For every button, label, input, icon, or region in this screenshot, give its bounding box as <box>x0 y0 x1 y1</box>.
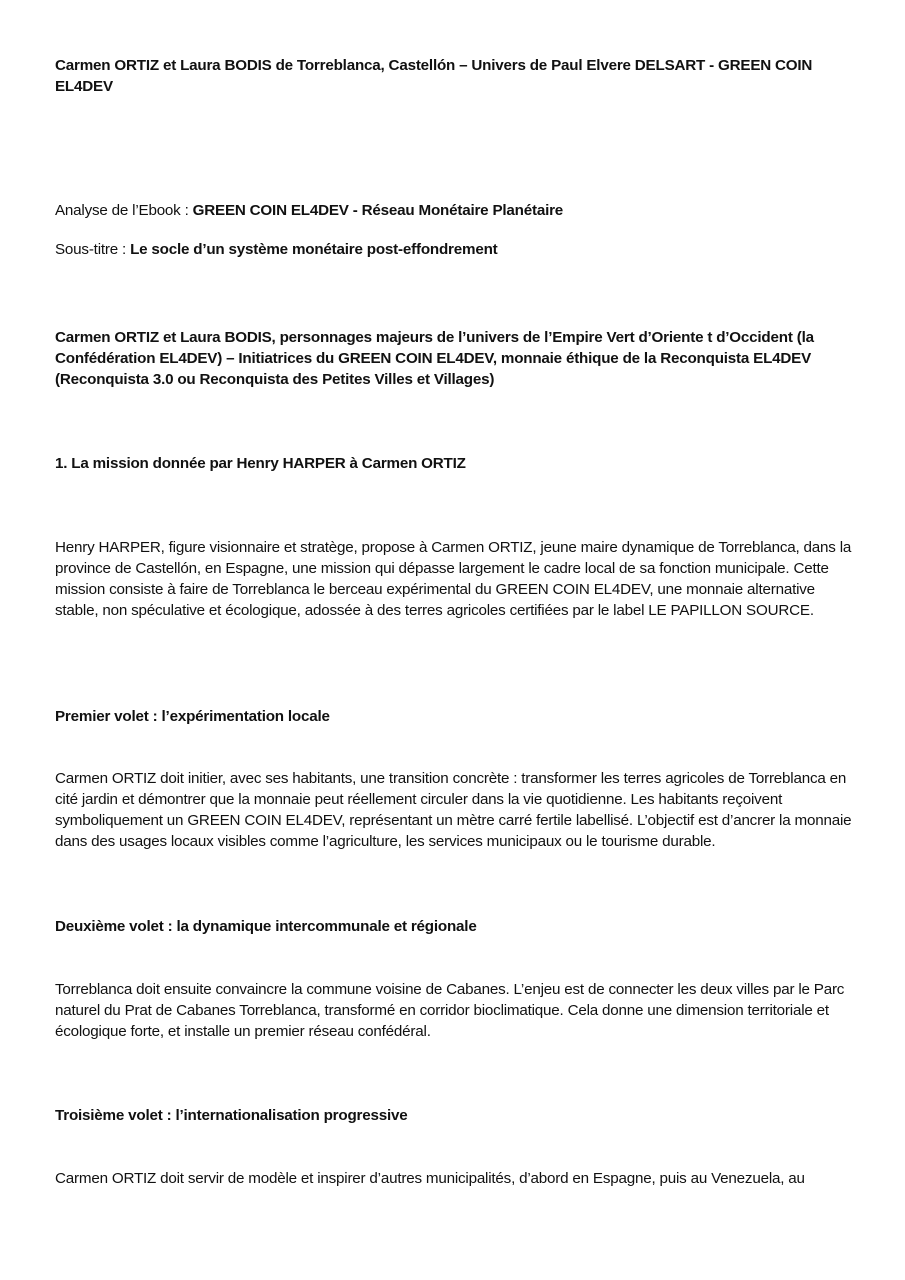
document-title: Carmen ORTIZ et Laura BODIS de Torreblanca, Castellón – Univers de Paul Elvere DELSART - GREEN COIN EL4DEV <box>55 57 813 95</box>
subtitle-value: Le socle d’un système monétaire post-effondrement <box>130 241 498 258</box>
analysis-line <box>55 200 855 221</box>
analysis-label: Analyse de l’Ebook : <box>55 202 193 219</box>
volet2-paragraph: Torreblanca doit ensuite convaincre la commune voisine de Cabanes. L’enjeu est de connecter les deux villes par le Parc naturel du Prat de Cabanes Torreblanca, transformé en corridor bioclimatique. Cela donne une dimension territoriale et écologique forte, et installe un premier réseau confédéral. <box>55 981 845 1040</box>
analysis-value: GREEN COIN EL4DEV - Réseau Monétaire Planétaire <box>192 202 564 219</box>
volet2-heading: Deuxième volet : la dynamique intercommunale et régionale <box>55 918 477 935</box>
volet3-paragraph: Carmen ORTIZ doit servir de modèle et inspirer d’autres municipalités, d’abord en Espagne, puis au Venezuela, au <box>55 1170 805 1187</box>
section1-heading: 1. La mission donnée par Henry HARPER à Carmen ORTIZ <box>55 455 466 472</box>
intro-heading: Carmen ORTIZ et Laura BODIS, personnages majeurs de l’univers de l’Empire Vert d’Oriente t d’Occident (la Confédération EL4DEV) – Initiatrices du GREEN COIN EL4DEV, monnaie éthique de la Reconquista EL4DEV (Reconquista 3.0 ou Reconquista des Petites Villes et Villages) <box>55 329 814 388</box>
subtitle-label: Sous-titre : <box>55 241 131 258</box>
volet1-heading: Premier volet : l’expérimentation locale <box>55 708 330 725</box>
volet3-heading: Troisième volet : l’internationalisation progressive <box>55 1107 408 1124</box>
subtitle-line <box>55 239 855 260</box>
section1-paragraph: Henry HARPER, figure visionnaire et stratège, propose à Carmen ORTIZ, jeune maire dynamique de Torreblanca, dans la province de Castellón, en Espagne, une mission qui dépasse largement le cadre local de sa fonction municipale. Cette mission consiste à faire de Torreblanca le berceau expérimental du GREEN COIN EL4DEV, une monnaie alternative stable, non spéculative et écologique, adossée à des terres agricoles certifiées par le label LE PAPILLON SOURCE. <box>55 539 852 619</box>
volet1-paragraph: Carmen ORTIZ doit initier, avec ses habitants, une transition concrète : transformer les terres agricoles de Torreblanca en cité jardin et démontrer que la monnaie peut réellement circuler dans la vie quotidienne. Les habitants reçoivent symboliquement un GREEN COIN EL4DEV, représentant un mètre carré fertile labellisé. L’objectif est d’ancrer la monnaie dans des usages locaux visibles comme l’agriculture, les services municipaux ou le tourisme durable. <box>55 770 852 850</box>
